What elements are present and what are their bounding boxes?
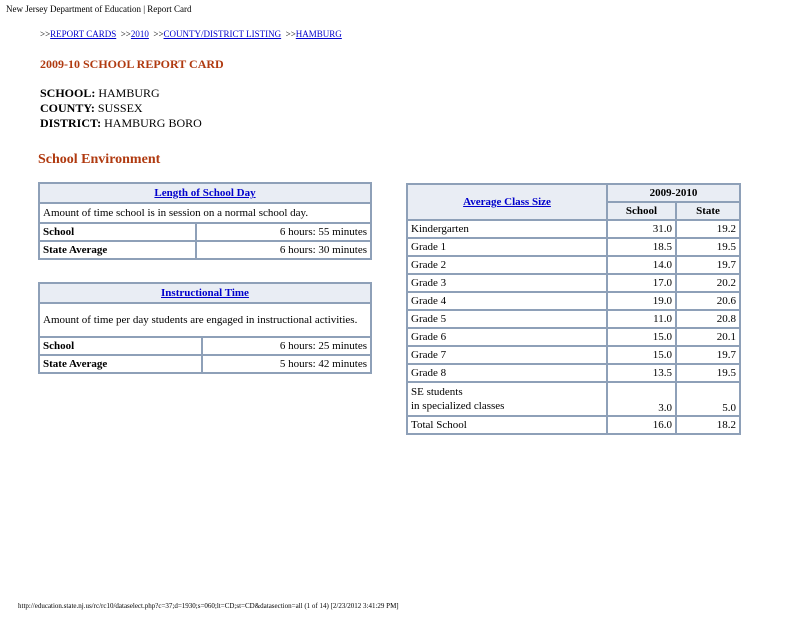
- row-label: Kindergarten: [407, 220, 607, 238]
- state-value: 19.7: [676, 346, 740, 364]
- page-footer: http://education.state.nj.us/rc/rc10/dataselect.php?c=37;d=1930;s=060;lt=CD;st=CD&datasection=all (1 of 14) [2/23/2012 3:41:29 PM]: [18, 602, 399, 610]
- school-day-label-state: State Average: [39, 241, 196, 259]
- instructional-time-value-state: 5 hours: 42 minutes: [202, 355, 371, 373]
- class-size-header: [407, 184, 607, 220]
- table-row: [39, 241, 371, 259]
- row-label: Grade 3: [407, 274, 607, 292]
- report-title: 2009-10 SCHOOL REPORT CARD: [40, 57, 224, 71]
- state-value: 19.5: [676, 238, 740, 256]
- instructional-time-value-school: 6 hours: 25 minutes: [202, 337, 371, 355]
- table-row: [39, 223, 371, 241]
- class-size-table: [406, 183, 741, 435]
- class-size-year: 2009-2010: [607, 184, 740, 202]
- class-size-col-school: School: [607, 202, 676, 220]
- table-row: [39, 183, 371, 203]
- county-line: [40, 101, 202, 116]
- table-row: [39, 283, 371, 303]
- school-value: 15.0: [607, 346, 676, 364]
- school-value: 17.0: [607, 274, 676, 292]
- school-value: 11.0: [607, 310, 676, 328]
- se-label-line-1: SE students: [411, 386, 463, 398]
- school-day-description: Amount of time school is in session on a normal school day.: [39, 203, 371, 223]
- instructional-time-table: [38, 282, 372, 374]
- breadcrumb-link-county-district-listing[interactable]: COUNTY/DISTRICT LISTING: [163, 29, 282, 39]
- school-value: 19.0: [607, 292, 676, 310]
- district-label: DISTRICT:: [40, 116, 102, 130]
- state-value: 20.1: [676, 328, 740, 346]
- section-title: School Environment: [38, 152, 161, 167]
- row-label: Grade 2: [407, 256, 607, 274]
- table-row: [407, 364, 740, 382]
- instructional-time-label-school: School: [39, 337, 202, 355]
- row-label: Grade 4: [407, 292, 607, 310]
- table-row: [407, 274, 740, 292]
- state-value: 19.5: [676, 364, 740, 382]
- se-students-label: [407, 382, 607, 416]
- breadcrumb-separator: >>: [120, 29, 131, 39]
- table-row: [407, 310, 740, 328]
- row-label: Grade 7: [407, 346, 607, 364]
- school-value: 13.5: [607, 364, 676, 382]
- school-day-header: [39, 183, 371, 203]
- table-row: [407, 328, 740, 346]
- table-row: [407, 184, 740, 202]
- school-value: HAMBURG: [98, 86, 160, 100]
- instructional-time-header: [39, 283, 371, 303]
- page-header: New Jersey Department of Education | Report Card: [6, 4, 192, 14]
- school-day-value-school: 6 hours: 55 minutes: [196, 223, 371, 241]
- total-school-value: 16.0: [607, 416, 676, 434]
- county-value: SUSSEX: [97, 101, 143, 115]
- row-label: Grade 6: [407, 328, 607, 346]
- instructional-time-title-link[interactable]: Instructional Time: [161, 287, 249, 299]
- breadcrumb-separator: >>: [285, 29, 296, 39]
- instructional-time-description: Amount of time per day students are engaged in instructional activities.: [39, 303, 371, 337]
- breadcrumb-link-hamburg[interactable]: HAMBURG: [295, 29, 342, 39]
- state-value: 20.6: [676, 292, 740, 310]
- school-value: 14.0: [607, 256, 676, 274]
- table-row: [39, 303, 371, 337]
- se-school-value: 3.0: [607, 382, 676, 416]
- table-row: [407, 416, 740, 434]
- school-day-table: [38, 182, 372, 260]
- state-value: 19.2: [676, 220, 740, 238]
- se-label-line-2: in specialized classes: [411, 400, 505, 412]
- district-line: [40, 116, 202, 131]
- total-school-label: Total School: [407, 416, 607, 434]
- table-row: [407, 238, 740, 256]
- breadcrumb-separator: >>: [40, 29, 51, 39]
- school-day-label-school: School: [39, 223, 196, 241]
- table-row: [407, 220, 740, 238]
- school-day-value-state: 6 hours: 30 minutes: [196, 241, 371, 259]
- table-row: [407, 346, 740, 364]
- school-info: [40, 86, 202, 131]
- table-row: [39, 337, 371, 355]
- table-row: [39, 203, 371, 223]
- instructional-time-label-state: State Average: [39, 355, 202, 373]
- total-state-value: 18.2: [676, 416, 740, 434]
- school-day-title-link[interactable]: Length of School Day: [154, 187, 256, 199]
- district-value: HAMBURG BORO: [104, 116, 202, 130]
- row-label: Grade 5: [407, 310, 607, 328]
- county-label: COUNTY:: [40, 101, 95, 115]
- table-row: [407, 292, 740, 310]
- breadcrumb-link-2010[interactable]: 2010: [130, 29, 149, 39]
- school-value: 31.0: [607, 220, 676, 238]
- breadcrumb-link-report-cards[interactable]: REPORT CARDS: [50, 29, 117, 39]
- school-label: SCHOOL:: [40, 86, 96, 100]
- class-size-col-state: State: [676, 202, 740, 220]
- table-row: [39, 355, 371, 373]
- class-size-title-link[interactable]: Average Class Size: [463, 196, 551, 208]
- breadcrumb-separator: >>: [153, 29, 164, 39]
- school-value: 18.5: [607, 238, 676, 256]
- state-value: 20.8: [676, 310, 740, 328]
- school-line: [40, 86, 202, 101]
- table-row: [407, 382, 740, 416]
- state-value: 19.7: [676, 256, 740, 274]
- se-state-value: 5.0: [676, 382, 740, 416]
- breadcrumb: [40, 29, 342, 39]
- row-label: Grade 8: [407, 364, 607, 382]
- school-value: 15.0: [607, 328, 676, 346]
- table-row: [407, 256, 740, 274]
- state-value: 20.2: [676, 274, 740, 292]
- row-label: Grade 1: [407, 238, 607, 256]
